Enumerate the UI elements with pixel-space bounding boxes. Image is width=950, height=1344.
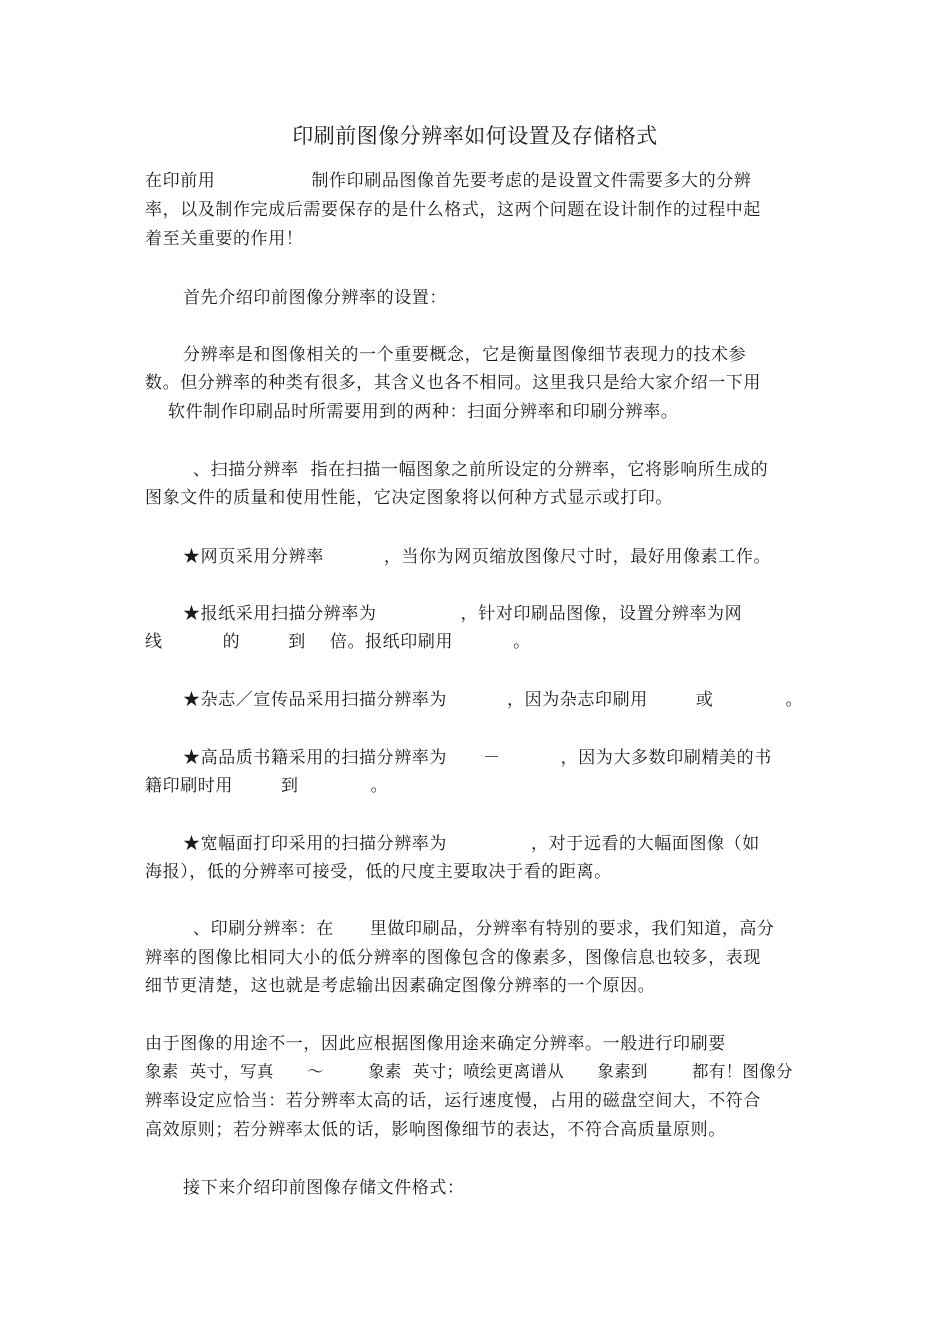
paragraph-line: 高效原则；若分辨率太低的话，影响图像细节的表达，不符合高质量原则。 xyxy=(145,1120,726,1140)
paragraph-line: ★杂志／宣传品采用扫描分辨率为 ，因为杂志印刷用 或 。 xyxy=(183,690,804,710)
paragraph-line: 细节更清楚，这也就是考虑输出因素确定图像分辨率的一个原因。 xyxy=(145,976,656,996)
paragraph-line: 线 的 到 倍。报纸印刷用 。 xyxy=(145,632,531,652)
paragraph-line: 海报），低的分辨率可接受，低的尺度主要取决于看的距离。 xyxy=(145,862,612,882)
paragraph-line: 、扫描分辨率 指在扫描一幅图象之前所设定的分辨率，它将影响所生成的 xyxy=(193,460,769,480)
paragraph-line: 图象文件的质量和使用性能，它决定图象将以何种方式显示或打印。 xyxy=(145,488,673,508)
paragraph-line: ★网页采用分辨率 ，当你为网页缩放图像尺寸时，最好用像素工作。 xyxy=(183,547,772,567)
paragraph-line: ★宽幅面打印采用的扫描分辨率为 ，对于远看的大幅面图像（如 xyxy=(183,834,760,854)
paragraph-line: 软件制作印刷品时所需要用到的两种：扫面分辨率和印刷分辨率。 xyxy=(168,402,679,422)
paragraph-line: 数。但分辨率的种类有很多，其含义也各不相同。这里我只是给大家介绍一下用 xyxy=(145,373,761,393)
paragraph-line: 由于图像的用途不一，因此应根据图像用途来确定分辨率。一般进行印刷要 xyxy=(145,1034,726,1054)
paragraph-line: ★报纸采用扫描分辨率为 ，针对印刷品图像，设置分辨率为网 xyxy=(183,604,743,624)
paragraph-line: ★高品质书籍采用的扫描分辨率为 － ，因为大多数印刷精美的书 xyxy=(183,748,772,768)
paragraph-line: 籍印刷时用 到 。 xyxy=(145,776,389,796)
document-title: 印刷前图像分辨率如何设置及存储格式 xyxy=(292,124,658,148)
paragraph-line: 接下来介绍印前图像存储文件格式： xyxy=(183,1178,465,1198)
paragraph-line: 在印前用 制作印刷品图像首先要考虑的是设置文件需要多大的分辨 xyxy=(145,171,752,191)
paragraph-line: 首先介绍印前图像分辨率的设置： xyxy=(183,288,447,308)
paragraph-line: 、印刷分辨率：在 里做印刷品，分辨率有特别的要求，我们知道，高分 xyxy=(193,919,775,939)
paragraph-line: 着至关重要的作用！ xyxy=(145,229,304,249)
paragraph-line: 率，以及制作完成后需要保存的是什么格式，这两个问题在设计制作的过程中起 xyxy=(145,200,761,220)
paragraph-line: 辨率设定应恰当：若分辨率太高的话，运行速度慢，占用的磁盘空间大，不符合 xyxy=(145,1091,761,1111)
paragraph-line: 分辨率是和图像相关的一个重要概念，它是衡量图像细节表现力的技术参 xyxy=(183,345,747,365)
paragraph-line: 辨率的图像比相同大小的低分辨率的图像包含的像素多，图像信息也较多，表现 xyxy=(145,948,761,968)
paragraph-line: 象素 英寸，写真 ～ 象素 英寸；喷绘更离谱从 象素到 都有！图像分 xyxy=(145,1062,793,1081)
